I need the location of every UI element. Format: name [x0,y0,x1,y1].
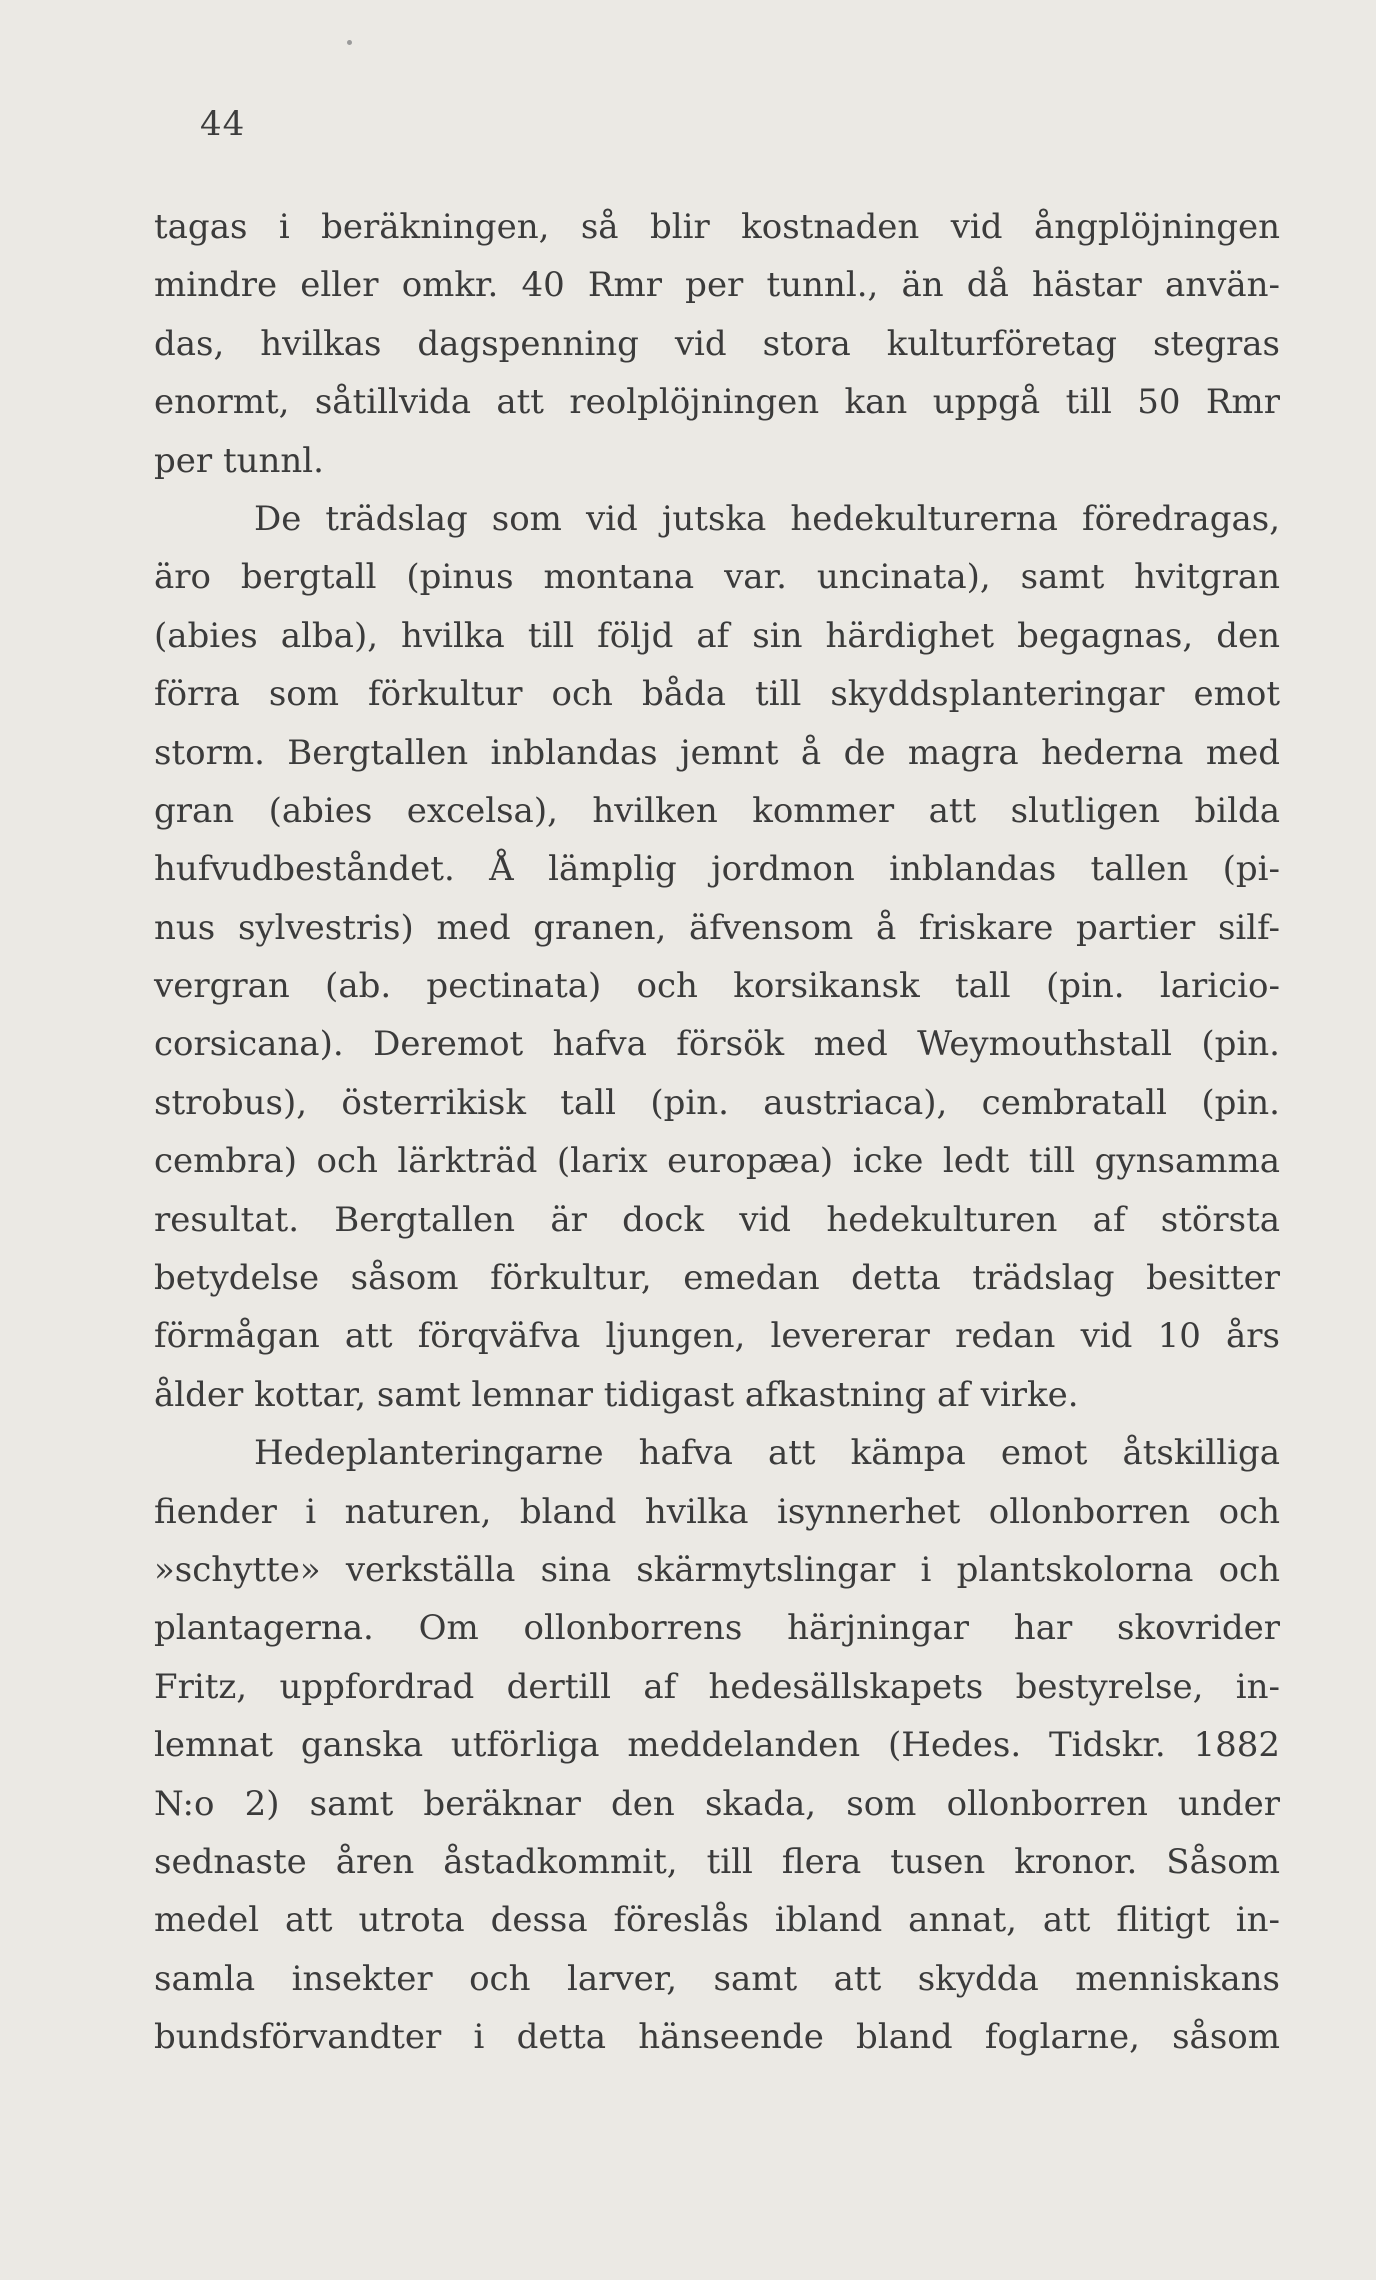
text-line: »schytte» verkställa sina skärmytslingar i plantskolorna och [154,1549,1280,1590]
text-line: storm. Bergtallen inblandas jemnt å de magra hederna med [154,732,1280,773]
text-line: De trädslag som vid jutska hedekulturerna föredragas, [254,498,1280,539]
text-line: tagas i beräkningen, så blir kostnaden vid ångplöjningen [154,207,1280,247]
text-line: (abies alba), hvilka till följd af sin härdighet begagnas, den [154,615,1280,656]
text-line: förmågan att förqväfva ljungen, levererar redan vid 10 års [154,1316,1280,1357]
text-line: vergran (ab. pectinata) och korsikansk tall (pin. laricio- [154,966,1280,1007]
text-line: plantagerna. Om ollonborrens härjningar har skovrider [154,1608,1280,1649]
text-line: medel att utrota dessa föreslås ibland annat, att flitigt in- [154,1900,1280,1941]
text-line: samla insekter och larver, samt att skydda menniskans [154,1958,1280,1999]
text-line: hufvudbeståndet. Å lämplig jordmon inblandas tallen (pi- [154,849,1280,890]
text-line: fiender i naturen, bland hvilka isynnerhet ollonborren och [154,1491,1280,1532]
text-line: bundsförvandter i detta hänseende bland foglarne, såsom [154,2017,1280,2058]
text-line: förra som förkultur och båda till skyddsplanteringar emot [154,674,1280,715]
text-line: corsicana). Deremot hafva försök med Weymouthstall (pin. [154,1024,1280,1065]
text-line: lemnat ganska utförliga meddelanden (Hedes. Tidskr. 1882 [154,1725,1280,1766]
text-line: enormt, såtillvida att reolplöjningen kan uppgå till 50 Rmr [154,382,1280,423]
text-line: cembra) och lärkträd (larix europæa) icke ledt till gynsamma [154,1141,1280,1182]
text-line: sednaste åren åstadkommit, till flera tusen kronor. Såsom [154,1841,1280,1882]
page-number: 44 [200,104,246,144]
body-text [154,198,1280,2067]
text-line: nus sylvestris) med granen, äfvensom å friskare partier silf- [154,907,1280,948]
text-line: betydelse såsom förkultur, emedan detta trädslag besitter [154,1258,1280,1299]
text-line: das, hvilkas dagspenning vid stora kulturföretag stegras [154,323,1280,364]
text-line: strobus), österrikisk tall (pin. austriaca), cembratall (pin. [154,1082,1280,1123]
text-line: mindre eller omkr. 40 Rmr per tunnl., än då hästar använ- [154,265,1280,306]
text-line: resultat. Bergtallen är dock vid hedekulturen af största [154,1199,1280,1240]
text-line: per tunnl. [154,440,324,481]
text-line: äro bergtall (pinus montana var. uncinata), samt hvitgran [154,557,1280,598]
paper-speck [347,40,352,45]
text-line: Fritz, uppfordrad dertill af hedesällskapets bestyrelse, in- [154,1666,1280,1707]
text-line: ålder kottar, samt lemnar tidigast afkastning af virke. [154,1374,1079,1415]
text-line: gran (abies excelsa), hvilken kommer att slutligen bilda [154,790,1280,831]
text-line: Hedeplanteringarne hafva att kämpa emot åtskilliga [254,1433,1280,1474]
text-line: N:o 2) samt beräknar den skada, som ollonborren under [154,1783,1280,1824]
